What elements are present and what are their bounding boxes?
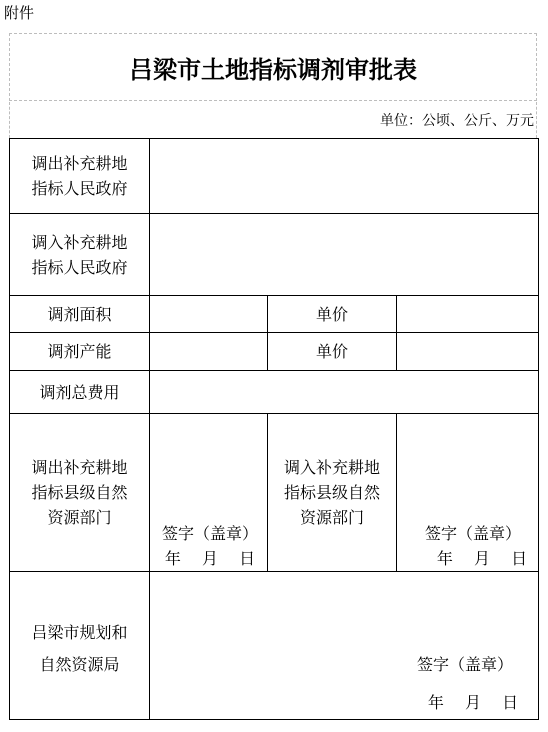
page-title: 吕梁市土地指标调剂审批表 — [129, 54, 417, 84]
row-yield — [10, 333, 539, 371]
in-department-signature[interactable] — [397, 414, 539, 572]
unit-note: 单位：公顷、公斤、万元 — [380, 113, 534, 129]
unit-price-field-2[interactable] — [397, 333, 539, 371]
in-department-label: 调入补充耕地 指标县级自然 资源部门 — [268, 414, 397, 572]
city-bureau-label: 吕梁市规划和 自然资源局 — [10, 572, 150, 720]
unit-price-label-2: 单价 — [268, 333, 397, 371]
yield-field[interactable] — [150, 333, 268, 371]
seal-text: 签字（盖章） — [416, 655, 513, 674]
date-text: 年 月 日 — [164, 549, 256, 568]
row-departments — [10, 414, 539, 572]
approval-form-table — [9, 138, 539, 720]
row-total — [10, 371, 539, 414]
out-government-field[interactable] — [150, 139, 539, 214]
out-government-label: 调出补充耕地 指标人民政府 — [10, 139, 150, 214]
seal-text: 签字（盖章） — [424, 524, 521, 543]
row-in-government — [10, 214, 539, 296]
out-department-label: 调出补充耕地 指标县级自然 资源部门 — [10, 414, 150, 572]
row-city-bureau — [10, 572, 539, 720]
in-government-field[interactable] — [150, 214, 539, 296]
total-cost-field[interactable] — [150, 371, 539, 414]
city-bureau-signature[interactable] — [150, 572, 539, 720]
area-label: 调剂面积 — [10, 296, 150, 333]
yield-label: 调剂产能 — [10, 333, 150, 371]
date-text: 年 月 日 — [427, 693, 519, 712]
total-cost-label: 调剂总费用 — [10, 371, 150, 414]
date-text: 年 月 日 — [436, 549, 528, 568]
unit-price-label-1: 单价 — [268, 296, 397, 333]
row-area — [10, 296, 539, 333]
out-department-signature[interactable] — [150, 414, 268, 572]
area-field[interactable] — [150, 296, 268, 333]
seal-text: 签字（盖章） — [161, 524, 258, 543]
attachment-label: 附件 — [4, 4, 35, 22]
row-out-government — [10, 139, 539, 214]
unit-price-field-1[interactable] — [397, 296, 539, 333]
in-government-label: 调入补充耕地 指标人民政府 — [10, 214, 150, 296]
